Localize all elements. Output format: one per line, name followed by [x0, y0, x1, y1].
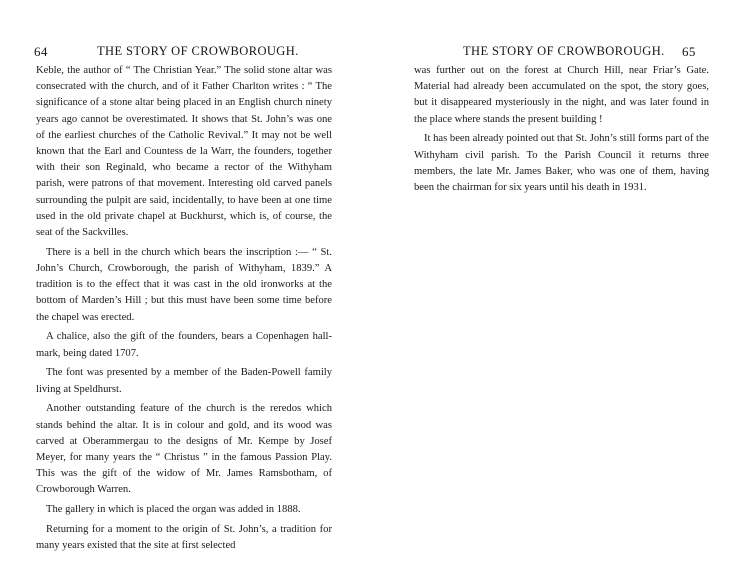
paragraph: Another outstanding feature of the church is the reredos which stands behind the altar. It is in colour and gold, and its wood was carved at Oberammergau to the designs of Mr. Kempe by Josef Meyer, for many years the “ Christus ” in the famous Passion Play. This was the gift of the widow of Mr. James Ramsbotham, of Crowborough Warren.	[36, 403, 332, 496]
paragraph: Returning for a moment to the origin of St. John’s, a tradition for many years existed that the site at first selected	[36, 524, 332, 552]
right-body-text	[414, 63, 709, 200]
left-page-number: 64	[34, 44, 48, 59]
paragraph: A chalice, also the gift of the founders, bears a Copenhagen hall-mark, being dated 1707.	[36, 331, 332, 359]
left-body-text	[36, 63, 332, 558]
left-running-title: THE STORY OF CROWBOROUGH.	[97, 44, 299, 58]
right-page-number: 65	[682, 44, 696, 59]
right-running-head	[375, 44, 750, 62]
paragraph: It has been already pointed out that St. John’s still forms part of the Withyham civil parish. To the Parish Council it returns three members, the late Mr. James Baker, who was one of them, having been the chairman for six years until his death in 1931.	[414, 133, 709, 194]
paragraph: was further out on the forest at Church Hill, near Friar’s Gate. Material had already been accumulated on the spot, the story goes, but it disappeared mysteriously in the night, and was later found in the place where stands the present building !	[414, 65, 709, 125]
right-running-title: THE STORY OF CROWBOROUGH.	[463, 44, 665, 58]
left-running-head	[0, 44, 375, 62]
paragraph: The gallery in which is placed the organ was added in 1888.	[46, 504, 301, 516]
right-page	[375, 0, 750, 562]
paragraph: Keble, the author of “ The Christian Year.” The solid stone altar was consecrated with the church, and of it Father Charlton writes : “ The significance of a stone altar being placed in an English church ninety years ago cannot be overestimated. It shows that St. John’s was one of the earliest churches of the Catholic Revival.” It may not be well known that the Earl and Countess de la Warr, the founders, together with their son Reginald, who became a rector of the Withyham parish, were patrons of that movement. Interesting old carved panels surrounding the pulpit are said, incidentally, to have been at one time used in the old private chapel at Buckhurst, which is, of course, the seat of the Sackvilles.	[36, 65, 332, 239]
paragraph: The font was presented by a member of the Baden-Powell family living at Speldhurst.	[36, 367, 332, 395]
paragraph: There is a bell in the church which bears the inscription :— “ St. John’s Church, Crowborough, the parish of Withyham, 1839.” A tradition is to the effect that it was cast in the old ironworks at the bottom of Marden’s Hill ; but this must have been some time before the chapel was erected.	[36, 246, 332, 323]
